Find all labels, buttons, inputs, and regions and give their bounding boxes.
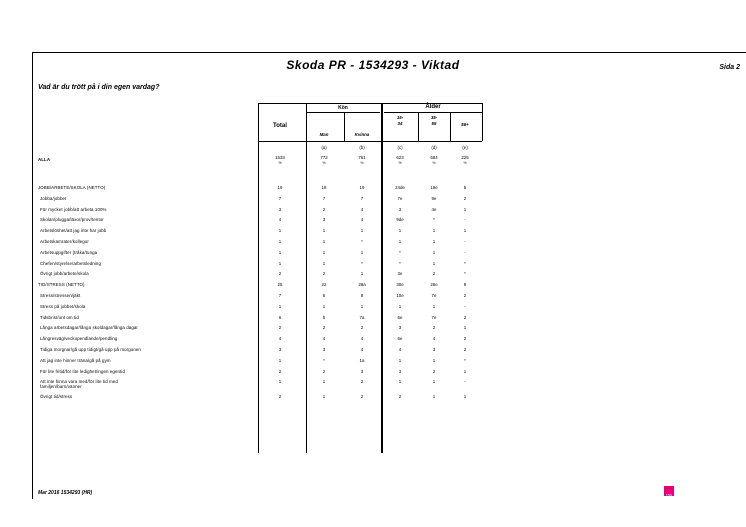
- row-value: 19: [359, 185, 365, 190]
- base-value: 772: [320, 155, 328, 160]
- header-age-label: Ålder: [425, 104, 441, 110]
- row-value: 26e: [430, 282, 438, 288]
- row-label: TID/STRESS (NETTO): [38, 282, 85, 288]
- base-percent: %: [278, 161, 282, 165]
- row-value: 2: [463, 347, 467, 352]
- row-value: 2: [360, 394, 364, 400]
- row-value: 2: [278, 325, 282, 331]
- header-sub-label: Kvinna: [354, 132, 370, 137]
- row-label: För lite fritid/för lite ledighet/ingen egentid: [40, 368, 125, 374]
- header-sub-label: 35- 55: [430, 115, 438, 126]
- row-value: 1: [432, 228, 436, 234]
- header-bottom-line: [258, 141, 482, 142]
- row-value: 6: [322, 293, 326, 298]
- row-value: 28a: [358, 282, 366, 288]
- row-value: 24de: [395, 185, 405, 190]
- row-value: 4: [360, 336, 364, 342]
- column-letter: (a): [321, 145, 327, 150]
- row-value: 2: [463, 314, 467, 320]
- row-value: 7: [278, 195, 282, 201]
- row-label: Arbetslöshet/att jag inte har jobb: [40, 228, 107, 234]
- row-value: 5: [322, 314, 326, 320]
- base-percent: %: [432, 161, 436, 165]
- body-sep-age: [381, 141, 383, 453]
- row-label: Stress på jobbet/skola: [40, 303, 86, 309]
- row-value: 4: [360, 206, 364, 212]
- row-value: *: [361, 260, 363, 266]
- row-value: 4: [278, 336, 282, 342]
- row-value: 25: [277, 282, 283, 288]
- base-percent: %: [398, 161, 402, 165]
- tns-logo: TNS: [664, 486, 674, 496]
- row-value: 2: [398, 394, 402, 400]
- row-value: -: [464, 217, 466, 223]
- row-value: 1: [322, 303, 326, 309]
- base-percent: %: [322, 161, 326, 165]
- row-value: 1: [432, 239, 436, 244]
- row-label: Stress/stressen/jäkt: [40, 293, 81, 298]
- row-label: Långa arbetsdagar/långa skoldagar/långa dagar: [40, 325, 138, 331]
- row-value: 7: [278, 293, 282, 298]
- row-value: 19e: [430, 185, 438, 190]
- row-value: 3: [398, 206, 402, 212]
- row-value: 1: [432, 249, 436, 255]
- row-value: 4: [360, 347, 364, 352]
- row-value: 1: [432, 394, 436, 400]
- column-letter: (d): [431, 145, 437, 150]
- row-value: 1: [278, 260, 282, 266]
- row-value: 1: [432, 303, 436, 309]
- row-value: -: [464, 239, 466, 244]
- row-value: 6e: [397, 336, 403, 342]
- row-value: 1: [278, 249, 282, 255]
- row-value: 7e: [431, 314, 437, 320]
- row-value: 1: [360, 249, 364, 255]
- footer-text: Mar 2016 1534293 (HR): [38, 490, 93, 496]
- column-letter: (b): [359, 145, 365, 150]
- header-right-edge: [482, 103, 483, 141]
- row-value: 8: [360, 293, 364, 298]
- sep-age-group: [381, 103, 383, 141]
- row-label: Tidsbrist/ont om tid: [40, 314, 79, 320]
- base-value: 684: [430, 155, 438, 160]
- row-value: 4: [360, 217, 364, 223]
- row-value: 7e: [397, 195, 403, 201]
- row-value: 22: [321, 282, 327, 288]
- row-value: 3e: [397, 271, 403, 277]
- row-value: *: [323, 357, 325, 363]
- row-value: 1: [463, 325, 467, 331]
- row-label: Att jag inte hinner träna/gå på gym: [40, 357, 111, 363]
- base-value: 623: [396, 155, 404, 160]
- header-left-edge: [258, 103, 259, 141]
- base-value: 1533: [275, 155, 285, 160]
- row-value: 1: [322, 239, 326, 244]
- header-sub-label: Man: [319, 132, 329, 137]
- row-value: 1: [278, 228, 282, 234]
- header-sub-label: 15- 34: [396, 115, 404, 126]
- row-value: 1: [322, 249, 326, 255]
- base-percent: %: [360, 161, 364, 165]
- row-value: 1: [278, 303, 282, 309]
- row-value: 8: [463, 282, 467, 288]
- row-value: 1: [398, 239, 402, 244]
- row-value: 30e: [396, 282, 404, 288]
- question-text: Vad är du trött på i din egen vardag?: [38, 84, 160, 91]
- row-value: 2: [278, 394, 282, 400]
- row-value: 1: [463, 206, 467, 212]
- row-value: 1a: [359, 357, 365, 363]
- row-value: 7: [322, 195, 326, 201]
- row-value: 2: [463, 336, 467, 342]
- row-value: 3: [322, 347, 326, 352]
- row-value: 2: [322, 271, 326, 277]
- row-value: 19: [277, 185, 283, 190]
- row-value: 2: [432, 325, 436, 331]
- row-value: 1: [398, 379, 402, 385]
- row-value: 2: [278, 368, 282, 374]
- row-value: 7: [360, 195, 364, 201]
- row-value: 6: [278, 314, 282, 320]
- row-value: 1: [398, 228, 402, 234]
- row-value: 3: [322, 217, 326, 223]
- row-value: 1: [463, 228, 467, 234]
- row-value: -: [464, 303, 466, 309]
- row-value: 2: [432, 368, 436, 374]
- row-value: *: [399, 260, 401, 266]
- row-value: 10e: [396, 293, 404, 298]
- row-value: 4: [278, 217, 282, 223]
- page-number: Sida 2: [719, 64, 740, 71]
- row-value: 3: [398, 325, 402, 331]
- row-value: 1: [463, 394, 467, 400]
- row-value: 4: [398, 347, 402, 352]
- row-label: Övrigt jobb/arbete/skola: [40, 271, 89, 277]
- row-value: -: [464, 249, 466, 255]
- row-label: Skolan/plugga/läxor/prov/tentor: [40, 217, 104, 223]
- row-value: 1: [322, 228, 326, 234]
- row-value: *: [464, 260, 466, 266]
- row-value: 2: [278, 271, 282, 277]
- row-label: JOBB/ARBETE/SKOLA (NETTO): [38, 185, 106, 190]
- column-letter: (e): [462, 145, 468, 150]
- row-value: 9e: [431, 195, 437, 201]
- group-line-gender: [306, 112, 380, 113]
- row-value: 2: [322, 206, 326, 212]
- row-value: 4e: [431, 206, 437, 212]
- base-label: ALLA: [38, 157, 51, 162]
- column-letter: (c): [397, 145, 403, 150]
- row-value: 1: [322, 260, 326, 266]
- row-label: Arbetsuppgifter (tråka/tunga: [40, 249, 98, 255]
- row-value: 1: [360, 271, 364, 277]
- row-value: 2: [463, 195, 467, 201]
- row-label: Tidiga morgnar/gå upp tidigt/gå upp på morgonen: [40, 347, 141, 352]
- row-value: 1: [360, 228, 364, 234]
- row-value: 1: [432, 379, 436, 385]
- row-value: 2: [463, 293, 467, 298]
- group-line-age: [384, 112, 482, 113]
- report-title: Skoda PR - 1534293 - Viktad: [286, 58, 460, 72]
- row-value: -: [464, 379, 466, 385]
- row-value: *: [433, 217, 435, 223]
- row-value: 2: [432, 271, 436, 277]
- row-value: 2: [322, 368, 326, 374]
- row-value: 1: [278, 239, 282, 244]
- row-value: 3: [360, 368, 364, 374]
- row-value: 1: [432, 260, 436, 266]
- base-value: 761: [358, 155, 366, 160]
- row-label: Övrigt tid/stress: [40, 394, 73, 400]
- row-label: Jobba/jobbet: [40, 195, 67, 201]
- row-value: 3: [398, 368, 402, 374]
- row-value: 7e: [431, 293, 437, 298]
- row-value: 3: [278, 206, 282, 212]
- row-value: 1: [398, 303, 402, 309]
- row-value: *: [361, 239, 363, 244]
- row-value: *: [464, 271, 466, 277]
- row-label: Chefen/styrelse/arbetsledning: [40, 260, 101, 266]
- row-value: 1: [322, 379, 326, 385]
- row-value: *: [464, 357, 466, 363]
- row-value: 5: [463, 185, 467, 190]
- row-value: 3: [278, 347, 282, 352]
- row-label: Arbetskamrater/kollegor: [40, 239, 89, 244]
- header-gender-label: Kön: [338, 105, 348, 111]
- row-value: 3: [432, 347, 436, 352]
- base-value: 225: [461, 155, 469, 160]
- row-value: 1: [322, 394, 326, 400]
- row-value: 2: [322, 325, 326, 331]
- row-value: 1: [463, 368, 467, 374]
- row-label: Att inte hinna vara med/för lite tid med familjen/barn/vänner: [40, 379, 118, 390]
- row-value: 6e: [397, 314, 403, 320]
- row-value: 2: [360, 325, 364, 331]
- row-value: 1: [278, 357, 282, 363]
- row-label: Långresväg/veckopendlande/pendling: [40, 336, 118, 342]
- row-value: 2: [360, 379, 364, 385]
- row-value: 1: [398, 357, 402, 363]
- row-value: 9de: [396, 217, 404, 223]
- row-value: 4: [322, 336, 326, 342]
- row-value: 7a: [359, 314, 365, 320]
- row-value: 18: [321, 185, 327, 190]
- row-value: 4: [432, 336, 436, 342]
- row-value: *: [399, 249, 401, 255]
- header-sub-label: 56+: [461, 122, 469, 127]
- row-value: 1: [432, 357, 436, 363]
- base-percent: %: [463, 161, 467, 165]
- row-value: 1: [278, 379, 282, 385]
- row-label: För mycket jobb/att arbeta 100%: [40, 206, 107, 212]
- row-value: 1: [360, 303, 364, 309]
- header-total-label: Total: [273, 123, 287, 129]
